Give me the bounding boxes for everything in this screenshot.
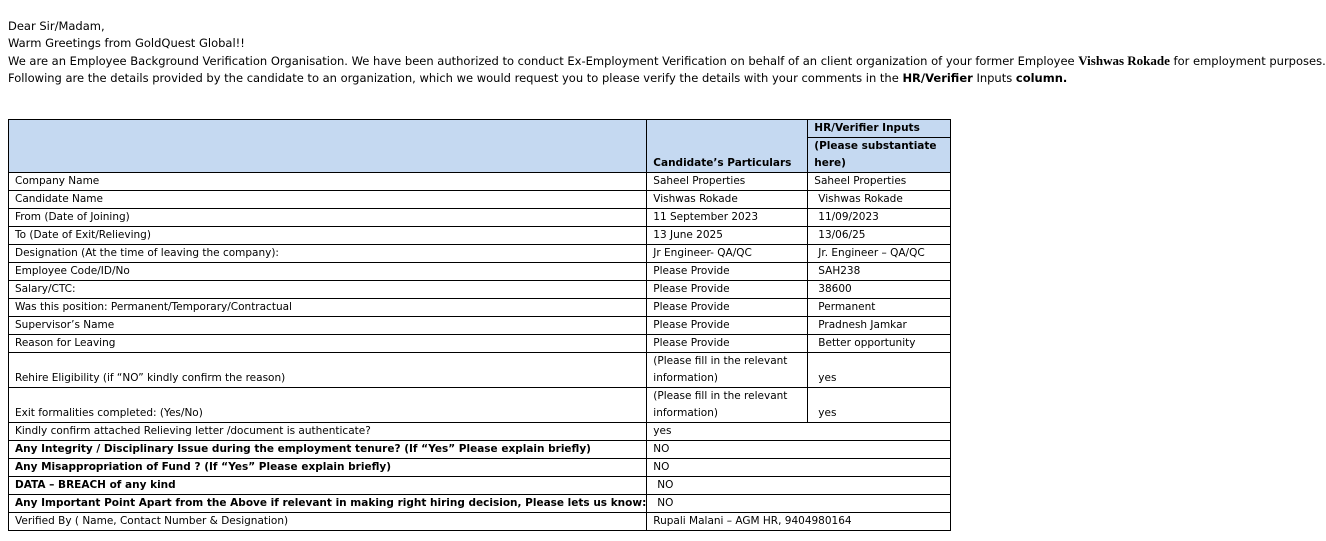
row-label: Rehire Eligibility (if “NO” kindly confirm the reason) — [9, 353, 647, 388]
hr-verifier-ref: HR/Verifier — [902, 71, 973, 85]
table-row — [9, 209, 951, 227]
row-particular: (Please fill in the relevant information) — [647, 388, 808, 423]
intro-letter — [8, 18, 1326, 87]
row-hr-input: Vishwas Rokade — [808, 191, 951, 209]
row-merged-value: NO — [647, 459, 951, 477]
table-row — [9, 423, 951, 441]
table-row — [9, 353, 951, 388]
row-particular: Saheel Properties — [647, 173, 808, 191]
table-row — [9, 299, 951, 317]
row-label: To (Date of Exit/Relieving) — [9, 227, 647, 245]
row-particular: Jr Engineer- QA/QC — [647, 245, 808, 263]
greeting: Dear Sir/Madam, — [8, 19, 105, 33]
table-row — [9, 245, 951, 263]
row-particular: Please Provide — [647, 281, 808, 299]
table-row — [9, 441, 951, 459]
row-label: Salary/CTC: — [9, 281, 647, 299]
row-label: Any Misappropriation of Fund ? (If “Yes” Please explain briefly) — [9, 459, 647, 477]
row-label: Supervisor’s Name — [9, 317, 647, 335]
row-hr-input: Saheel Properties — [808, 173, 951, 191]
row-hr-input: Permanent — [808, 299, 951, 317]
table-header-row — [9, 120, 951, 173]
row-label: Was this position: Permanent/Temporary/Contractual — [9, 299, 647, 317]
row-merged-value: Rupali Malani – AGM HR, 9404980164 — [647, 513, 951, 531]
row-label: From (Date of Joining) — [9, 209, 647, 227]
employee-name: Vishwas Rokade — [1078, 53, 1170, 68]
row-hr-input: Better opportunity — [808, 335, 951, 353]
intro-paragraph-1 — [8, 52, 1326, 70]
table-row — [9, 317, 951, 335]
row-label: Reason for Leaving — [9, 335, 647, 353]
header-hr-subtitle: (Please substantiate here) — [814, 140, 937, 169]
row-particular: 11 September 2023 — [647, 209, 808, 227]
row-hr-input: Jr. Engineer – QA/QC — [808, 245, 951, 263]
intro-text: We are an Employee Background Verification Organisation. We have been authorized to conduct Ex-Employment Verification on behalf of an client organization of your former Employee — [8, 54, 1079, 68]
row-label: Kindly confirm attached Relieving letter /document is authenticate? — [9, 423, 647, 441]
row-merged-value: yes — [647, 423, 951, 441]
header-particulars: Candidate’s Particulars — [647, 120, 808, 173]
header-hr-inputs — [808, 120, 951, 173]
row-label: Any Integrity / Disciplinary Issue during the employment tenure? (If “Yes” Please explain briefly) — [9, 441, 647, 459]
row-particular: 13 June 2025 — [647, 227, 808, 245]
row-particular: Please Provide — [647, 299, 808, 317]
table-row — [9, 477, 951, 495]
table-row — [9, 281, 951, 299]
row-particular: Please Provide — [647, 263, 808, 281]
row-hr-input: 13/06/25 — [808, 227, 951, 245]
row-merged-value: NO — [647, 441, 951, 459]
table-row — [9, 335, 951, 353]
row-hr-input: yes — [808, 388, 951, 423]
row-hr-input: Pradnesh Jamkar — [808, 317, 951, 335]
row-label: Exit formalities completed: (Yes/No) — [9, 388, 647, 423]
table-row — [9, 388, 951, 423]
table-row — [9, 191, 951, 209]
row-label: Designation (At the time of leaving the company): — [9, 245, 647, 263]
intro-text: Following are the details provided by the candidate to an organization, which we would request you to please verify the details with your comments in the — [8, 71, 903, 85]
row-label: DATA – BREACH of any kind — [9, 477, 647, 495]
row-hr-input: yes — [808, 353, 951, 388]
row-label: Candidate Name — [9, 191, 647, 209]
table-row — [9, 263, 951, 281]
intro-text: Inputs — [972, 71, 1016, 85]
header-hr-title: HR/Verifier Inputs — [808, 120, 950, 138]
column-ref: column. — [1015, 71, 1068, 85]
row-hr-input: 11/09/2023 — [808, 209, 951, 227]
table-row — [9, 459, 951, 477]
table-row — [9, 227, 951, 245]
header-blank-cell — [9, 120, 647, 173]
table-row — [9, 495, 951, 513]
row-merged-value: NO — [647, 495, 951, 513]
table-row — [9, 513, 951, 531]
row-label: Verified By ( Name, Contact Number & Designation) — [9, 513, 647, 531]
row-particular: Please Provide — [647, 335, 808, 353]
row-label: Employee Code/ID/No — [9, 263, 647, 281]
row-particular: Vishwas Rokade — [647, 191, 808, 209]
verification-table — [8, 119, 951, 531]
warm-greeting: Warm Greetings from GoldQuest Global!! — [8, 36, 245, 50]
row-particular: (Please fill in the relevant information) — [647, 353, 808, 388]
row-hr-input: 38600 — [808, 281, 951, 299]
row-label: Any Important Point Apart from the Above if relevant in making right hiring decision, Please lets us know: — [9, 495, 647, 513]
table-row — [9, 173, 951, 191]
row-label: Company Name — [9, 173, 647, 191]
row-particular: Please Provide — [647, 317, 808, 335]
intro-text: for employment purposes. — [1169, 54, 1326, 68]
intro-paragraph-2 — [8, 70, 1326, 87]
row-merged-value: NO — [647, 477, 951, 495]
row-hr-input: SAH238 — [808, 263, 951, 281]
